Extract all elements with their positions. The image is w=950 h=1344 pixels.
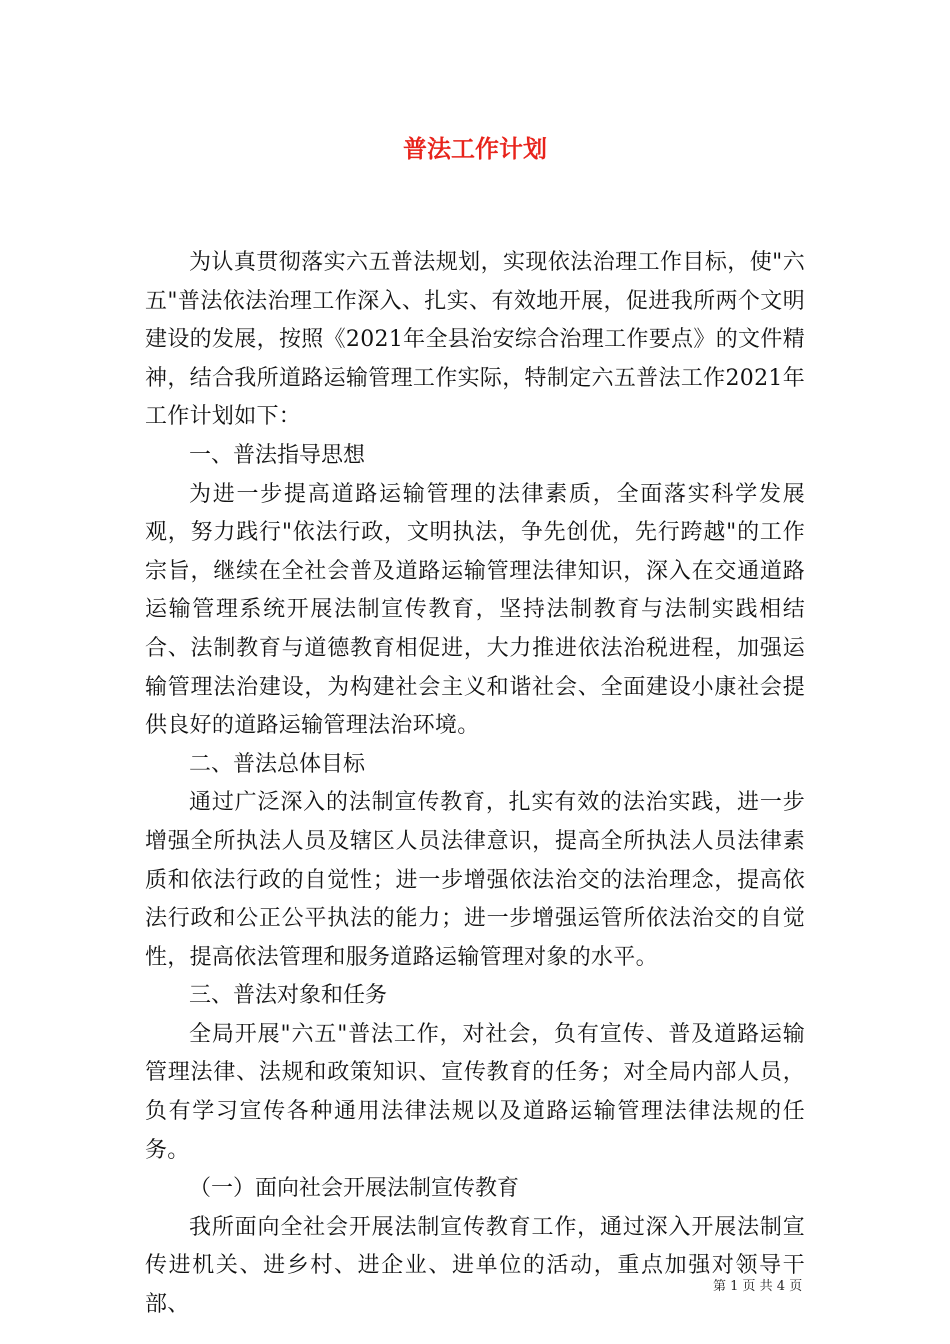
section-body-targets-tasks: 全局开展"六五"普法工作，对社会，负有宣传、普及道路运输管理法律、法规和政策知识、宣传教育的任务；对全局内部人员，负有学习宣传各种通用法律法规以及道路运输管理法律法规的任务。 (145, 1021, 805, 1163)
page-number: 第 1 页 共 4 页 (713, 1279, 803, 1294)
page-title: 普法工作计划 (403, 134, 547, 163)
section-heading-targets-tasks: 三、普法对象和任务 (189, 983, 388, 1009)
intro-paragraph: 为认真贯彻落实六五普法规划，实现依法治理工作目标，使"六五"普法依法治理工作深入、扎实、有效地开展，促进我所两个文明建设的发展，按照《2021年全县治安综合治理工作要点》的文件精神，结合我所道路运输管理工作实际，特制定六五普法工作2021年工作计划如下： (145, 250, 805, 430)
subsection-heading-public-education: （一）面向社会开展法制宣传教育 (189, 1176, 520, 1202)
section-heading-guiding-thought: 一、普法指导思想 (189, 442, 366, 468)
subsection-body-public-education: 我所面向全社会开展法制宣传教育工作，通过深入开展法制宣传进机关、进乡村、进企业、进单位的活动，重点加强对领导干部、 (145, 1214, 805, 1318)
section-heading-overall-goal: 二、普法总体目标 (189, 751, 366, 777)
section-body-overall-goal: 通过广泛深入的法制宣传教育，扎实有效的法治实践，进一步增强全所执法人员及辖区人员法律意识，提高全所执法人员法律素质和依法行政的自觉性；进一步增强依法治交的法治理念，提高依法行政和公正公平执法的能力；进一步增强运管所依法治交的自觉性，提高依法管理和服务道路运输管理对象的水平。 (145, 790, 805, 970)
section-body-guiding-thought: 为进一步提高道路运输管理的法律素质，全面落实科学发展观，努力践行"依法行政，文明执法，争先创优，先行跨越"的工作宗旨，继续在全社会普及道路运输管理法律知识，深入在交通道路运输管理系统开展法制宣传教育，坚持法制教育与法制实践相结合、法制教育与道德教育相促进，大力推进依法治税进程，加强运输管理法治建设，为构建社会主义和谐社会、全面建设小康社会提供良好的道路运输管理法治环境。 (145, 481, 805, 739)
document-body (145, 244, 805, 1325)
